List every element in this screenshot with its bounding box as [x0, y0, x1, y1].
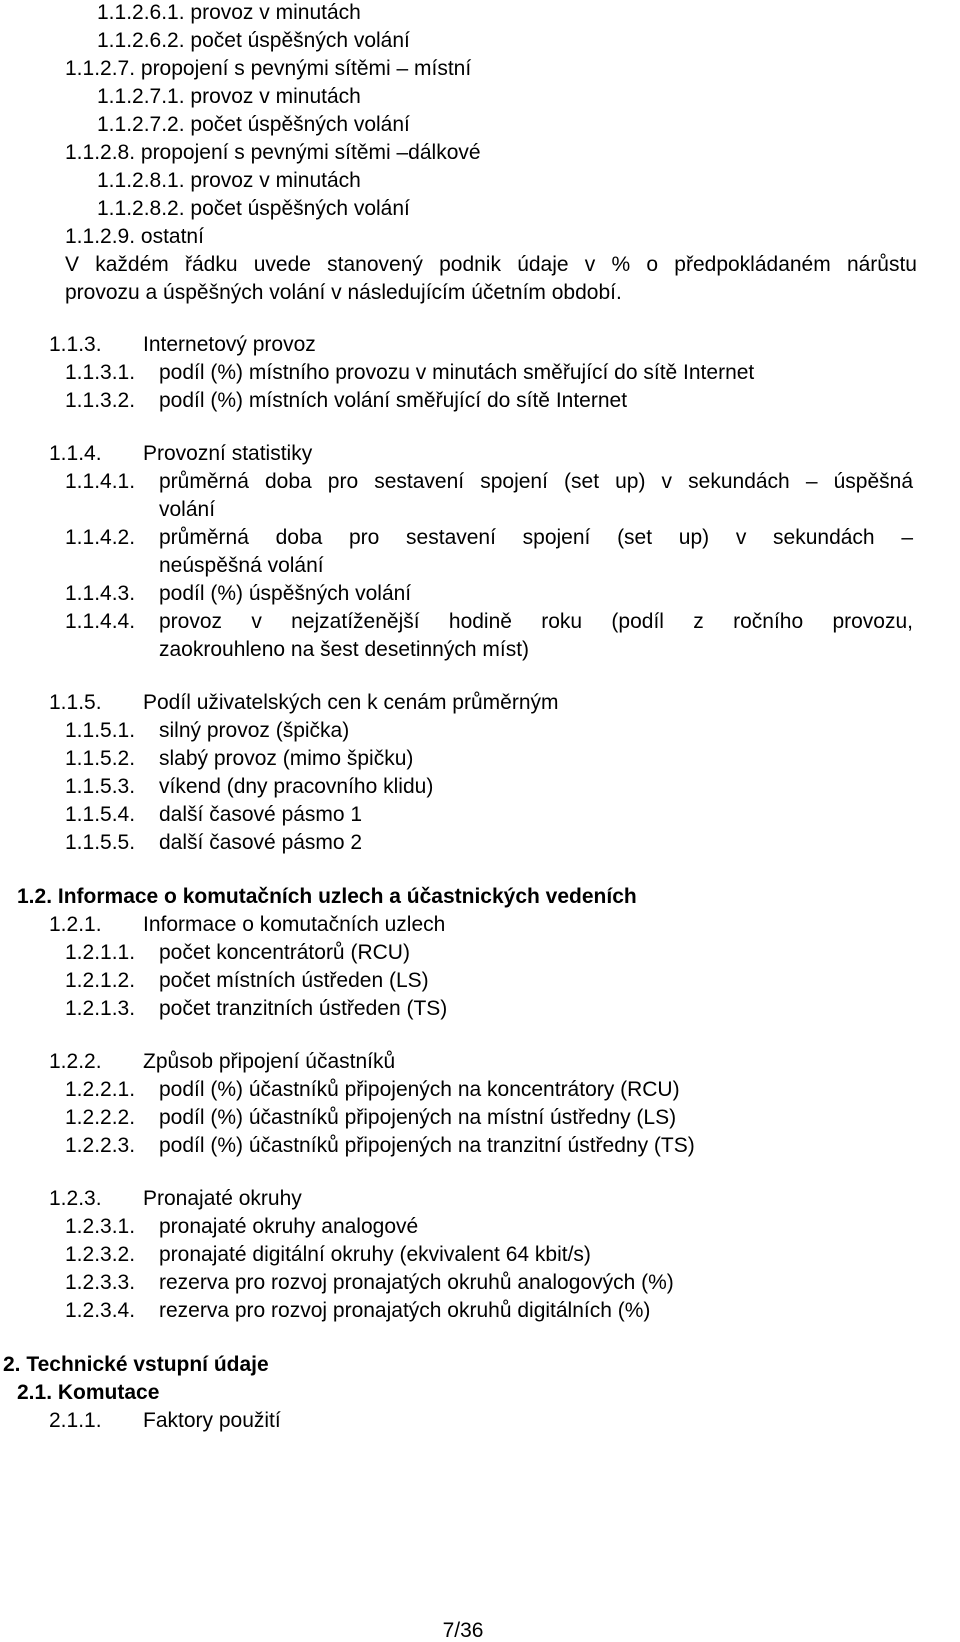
paragraph-line: provozu a úspěšných volání v následujícím účetním období.: [65, 281, 622, 304]
page-number: 7/36: [442, 1619, 484, 1642]
item-number: 1.1.5.1.: [65, 719, 136, 742]
list-item: 1.1.2.7.2. počet úspěšných volání: [97, 113, 410, 136]
item-number: 1.2.2.3.: [65, 1134, 136, 1157]
chapter-heading: 2. Technické vstupní údaje: [3, 1353, 269, 1376]
list-item: podíl (%) účastníků připojených na místní ústředny (LS): [159, 1106, 677, 1129]
section-title: Informace o komutačních uzlech: [143, 913, 446, 936]
item-number: 1.1.3.1.: [65, 361, 136, 384]
item-number: 1.2.1.2.: [65, 969, 136, 992]
item-number: 1.2.1.1.: [65, 941, 136, 964]
list-item: víkend (dny pracovního klidu): [159, 775, 434, 798]
list-item: 1.1.2.8. propojení s pevnými sítěmi –dálkové: [65, 141, 481, 164]
section-number: 1.2.2.: [49, 1050, 102, 1073]
item-number: 1.2.3.2.: [65, 1243, 136, 1266]
item-number: 1.1.4.3.: [65, 582, 136, 605]
list-item: podíl (%) místního provozu v minutách směřující do sítě Internet: [159, 361, 755, 384]
paragraph-line: V každém řádku uvede stanovený podnik údaje v % o předpokládaném nárůstu: [65, 253, 917, 276]
item-number: 1.2.3.1.: [65, 1215, 136, 1238]
item-number: 1.1.3.2.: [65, 389, 136, 412]
section-heading: 1.2. Informace o komutačních uzlech a účastnických vedeních: [17, 885, 637, 908]
list-item: provoz v nejzatíženější hodině roku (podíl z ročního provozu,: [159, 610, 913, 633]
list-item: pronajaté okruhy analogové: [159, 1215, 419, 1238]
list-item: 1.1.2.8.1. provoz v minutách: [97, 169, 361, 192]
item-number: 1.2.3.4.: [65, 1299, 136, 1322]
list-item: 1.1.2.8.2. počet úspěšných volání: [97, 197, 410, 220]
item-number: 1.1.5.4.: [65, 803, 136, 826]
list-item: průměrná doba pro sestavení spojení (set up) v sekundách – úspěšná: [159, 470, 913, 493]
list-item: průměrná doba pro sestavení spojení (set up) v sekundách –: [159, 526, 913, 549]
list-item: podíl (%) účastníků připojených na tranzitní ústředny (TS): [159, 1134, 695, 1157]
list-item: počet koncentrátorů (RCU): [159, 941, 410, 964]
item-number: 1.1.5.3.: [65, 775, 136, 798]
section-title: Faktory použití: [143, 1409, 281, 1432]
section-number: 2.1.1.: [49, 1409, 102, 1432]
list-item: podíl (%) účastníků připojených na koncentrátory (RCU): [159, 1078, 680, 1101]
section-number: 1.1.4.: [49, 442, 102, 465]
item-number: 1.2.1.3.: [65, 997, 136, 1020]
section-number: 1.2.1.: [49, 913, 102, 936]
list-item: podíl (%) místních volání směřující do sítě Internet: [159, 389, 628, 412]
list-item: rezerva pro rozvoj pronajatých okruhů analogových (%): [159, 1271, 674, 1294]
section-number: 1.1.3.: [49, 333, 102, 356]
section-title: Způsob připojení účastníků: [143, 1050, 396, 1073]
section-title: Provozní statistiky: [143, 442, 313, 465]
list-item: rezerva pro rozvoj pronajatých okruhů digitálních (%): [159, 1299, 651, 1322]
list-item: 1.1.2.7. propojení s pevnými sítěmi – místní: [65, 57, 472, 80]
list-item: počet tranzitních ústředen (TS): [159, 997, 448, 1020]
item-number: 1.1.5.5.: [65, 831, 136, 854]
section-number: 1.1.5.: [49, 691, 102, 714]
list-item: 1.1.2.6.2. počet úspěšných volání: [97, 29, 410, 52]
list-item: počet místních ústředen (LS): [159, 969, 429, 992]
item-number: 1.1.4.1.: [65, 470, 136, 493]
section-title: Pronajaté okruhy: [143, 1187, 302, 1210]
item-number: 1.1.5.2.: [65, 747, 136, 770]
list-item-continuation: zaokrouhleno na šest desetinných míst): [159, 638, 530, 661]
list-item: další časové pásmo 1: [159, 803, 363, 826]
list-item: podíl (%) úspěšných volání: [159, 582, 412, 605]
item-number: 1.2.2.2.: [65, 1106, 136, 1129]
section-heading: 2.1. Komutace: [17, 1381, 160, 1404]
list-item: další časové pásmo 2: [159, 831, 363, 854]
list-item: silný provoz (špička): [159, 719, 350, 742]
list-item: slabý provoz (mimo špičku): [159, 747, 414, 770]
item-number: 1.2.2.1.: [65, 1078, 136, 1101]
section-number: 1.2.3.: [49, 1187, 102, 1210]
list-item-continuation: volání: [159, 498, 216, 521]
section-title: Internetový provoz: [143, 333, 316, 356]
item-number: 1.2.3.3.: [65, 1271, 136, 1294]
section-title: Podíl uživatelských cen k cenám průměrným: [143, 691, 559, 714]
list-item: pronajaté digitální okruhy (ekvivalent 64 kbit/s): [159, 1243, 591, 1266]
list-item: 1.1.2.6.1. provoz v minutách: [97, 1, 361, 24]
item-number: 1.1.4.2.: [65, 526, 136, 549]
item-number: 1.1.4.4.: [65, 610, 136, 633]
list-item: 1.1.2.7.1. provoz v minutách: [97, 85, 361, 108]
list-item-continuation: neúspěšná volání: [159, 554, 324, 577]
list-item: 1.1.2.9. ostatní: [65, 225, 204, 248]
